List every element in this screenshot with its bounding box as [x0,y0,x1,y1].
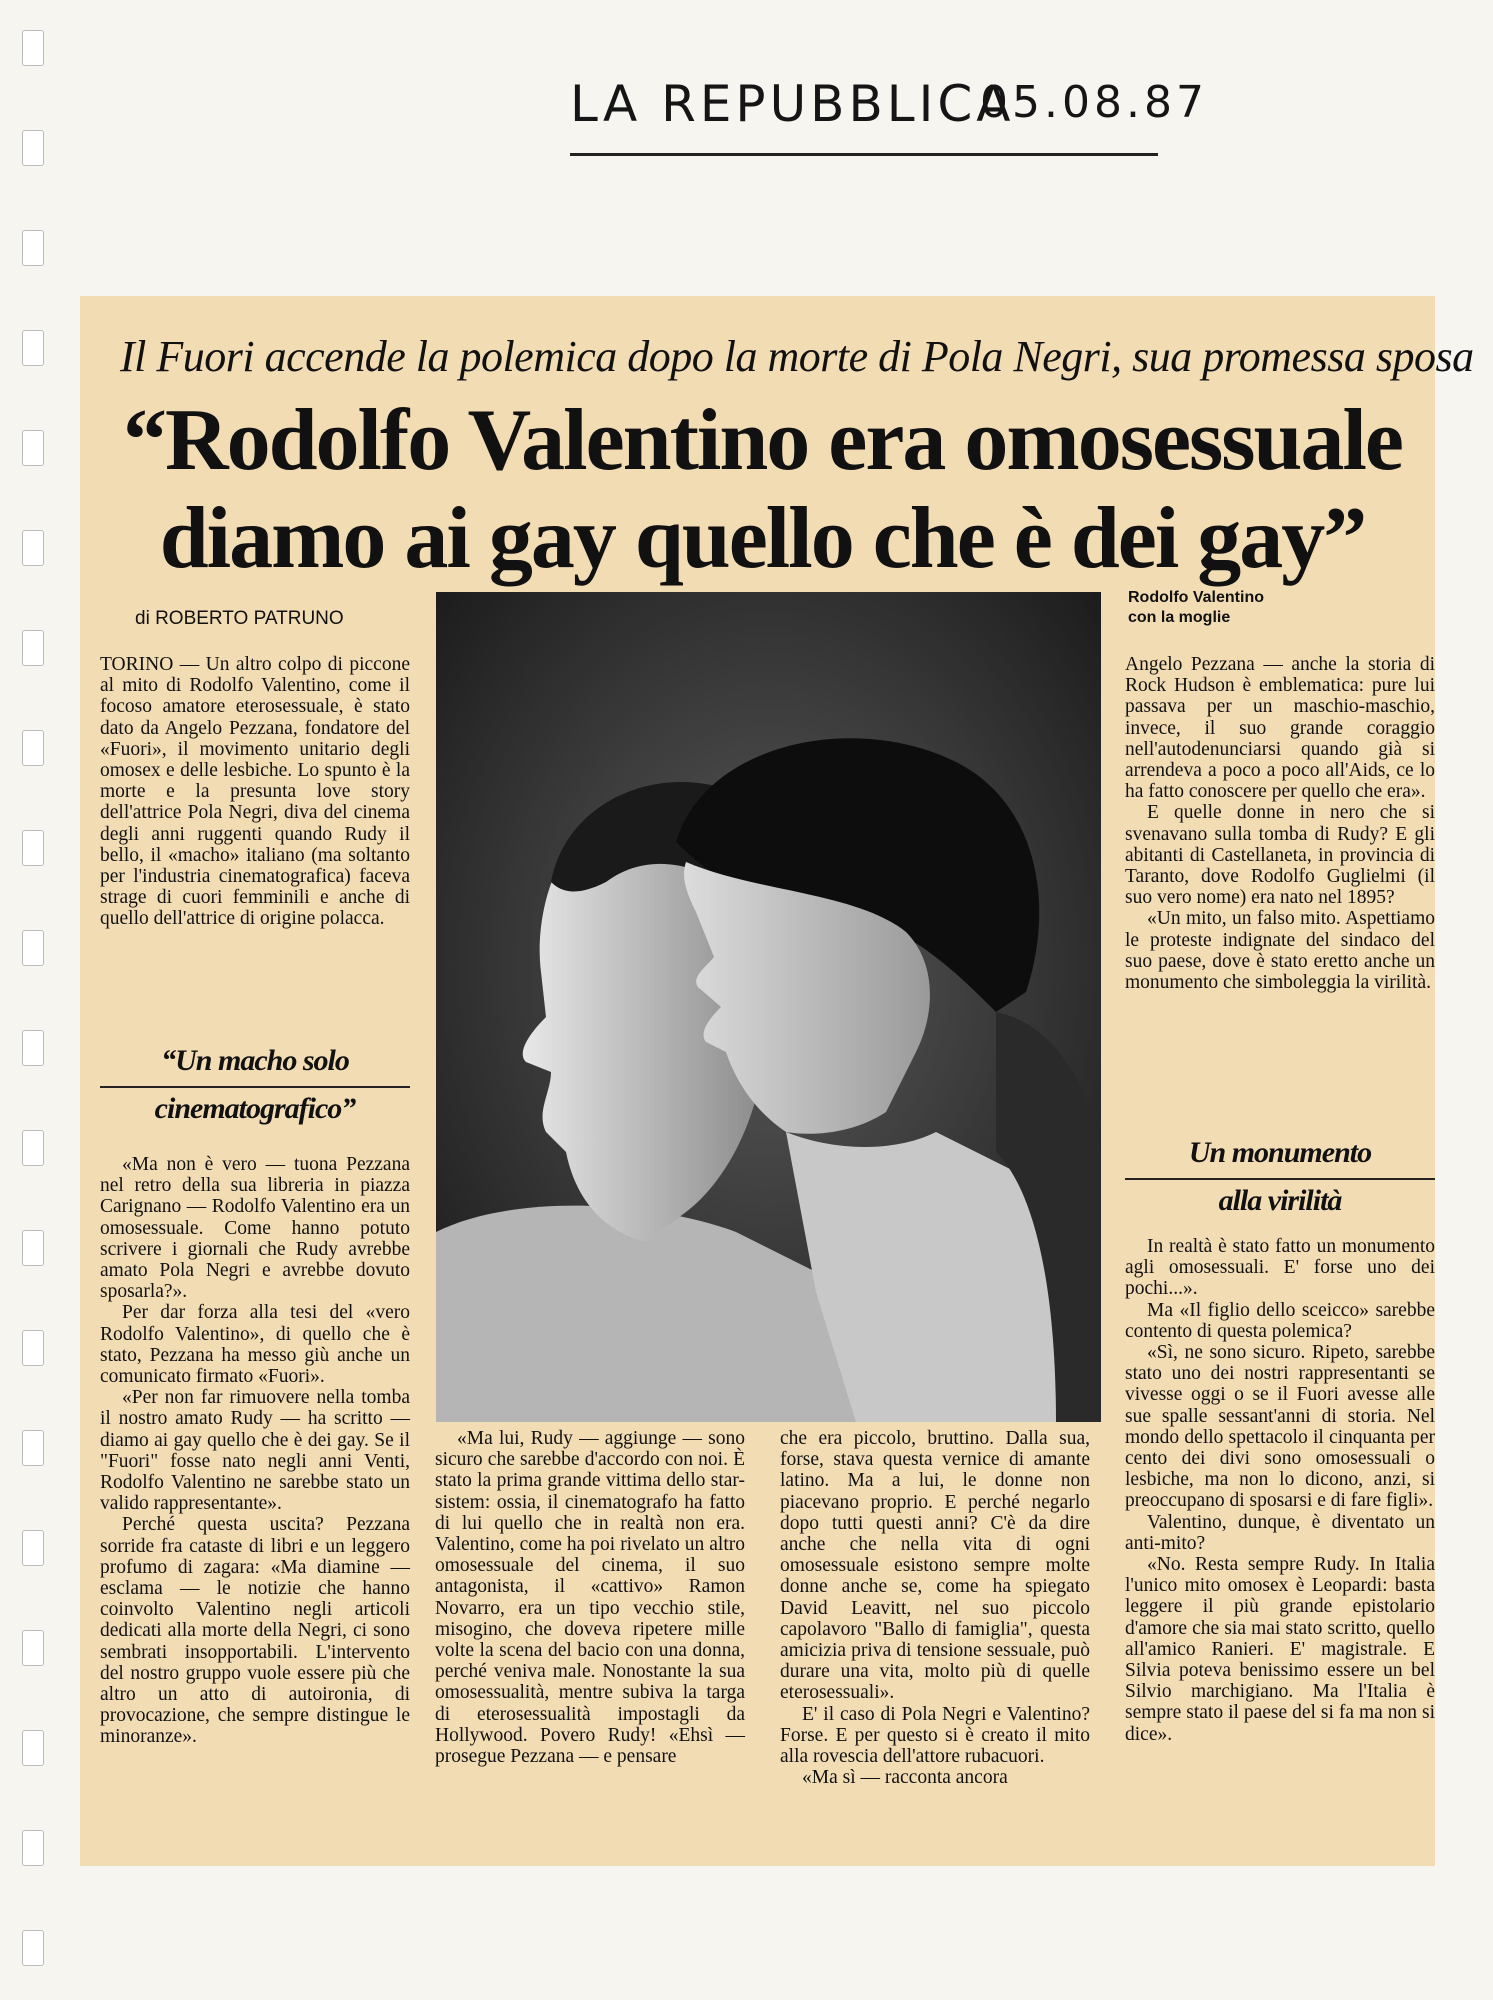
subheading-line-2: cinematografico” [100,1086,410,1126]
paragraph: E' il caso di Pola Negri e Valentino? Forse. E per questo si è creato il mito alla rovescia dell'attore rubacuori. [780,1703,1090,1768]
paragraph: Perché questa uscita? Pezzana sorride fra cataste di libri e un leggero profumo di zagara: «Ma diamine — esclama — le notizie che hanno coinvolto Valentino negli articoli dedicati alla morte della Negri, ci sono sembrati insopportabili. L'intervento del nostro gruppo vuole essere più che altro un atto di autoironia, di provocazione, che sempre distingue le minoranze». [100,1514,410,1748]
binder-hole [22,1230,44,1266]
paragraph: E quelle donne in nero che si svenavano sulla tomba di Rudy? E gli abitanti di Castellaneta, in provincia di Taranto, dove Rodolfo Guglielmi (il suo vero nome) era nato nel 1895? [1125,802,1435,909]
paragraph: TORINO — Un altro colpo di piccone al mito di Rodolfo Valentino, come il focoso amatore eterosessuale, è stato dato da Angelo Pezzana, fondatore del «Fuori», il movimento unitario degli omosex e delle lesbiche. Lo spunto è la morte e la presunta love story dell'attrice Pola Negri, diva del cinema degli anni ruggenti quando Rudy il bello, il «macho» italiano (ma soltanto per l'industria cinematografica) faceva strage di cuori femminili e anche di quello dell'attrice di origine polacca. [100,654,410,930]
column-2 [435,1428,745,1767]
subheading-line-1: “Un macho solo [161,1044,349,1077]
binder-hole [22,1430,44,1466]
paragraph: «Per non far rimuovere nella tomba il nostro amato Rudy — ha scritto — diamo ai gay quello che è dei gay. Se il "Fuori" fosse nato negli anni Venti, Rodolfo Valentino ne sarebbe stato un valido rappresentante». [100,1387,410,1515]
paragraph: Valentino, dunque, è diventato un anti-mito? [1125,1511,1435,1554]
binder-hole [22,830,44,866]
underline [570,153,1158,156]
paragraph: «Un mito, un falso mito. Aspettiamo le proteste indignate del sindaco del suo paese, dove è stato eretto anche un monumento che simboleggia la virilità. [1125,908,1435,994]
paragraph: che era piccolo, bruttino. Dalla sua, forse, stava questa vernice di amante latino. Ma a lui, le donne non piacevano proprio. E perché negarlo dopo tutti questi anni? C'è da dire anche che nella vita di ogni omosessuale esistono sempre molte donne anche se, come ha spiegato David Leavitt, nel suo piccolo capolavoro "Ballo di famiglia", questa amicizia priva di tensione sessuale, può durare una vita, molto più di quelle eterosessuali». [780,1428,1090,1704]
column-4-bottom [1125,1236,1435,1745]
binder-hole [22,430,44,466]
binder-hole [22,630,44,666]
paragraph: «No. Resta sempre Rudy. In Italia l'unico mito omosex è Leopardi: basta leggere il più grande epistolario d'amore che sia mai stato scritto, quello all'amico Ranieri. E' magistrale. E Silvia poteva benissimo essere un bel Silvio marchigiano. Ma l'Italia è sempre stato il paese del si fa ma non si dice». [1125,1554,1435,1745]
subheading-line-1: Un monumento [1188,1136,1372,1169]
binder-hole [22,230,44,266]
caption-line-2: con la moglie [1128,609,1231,626]
newspaper-clipping [80,296,1474,1866]
column-1-body [100,1154,410,1748]
byline: di ROBERTO PATRUNO [135,608,344,629]
paragraph: «Ma lui, Rudy — aggiunge — sono sicuro che sarebbe d'accordo con noi. È stato la prima grande vittima dello star-sistem: ossia, il cinematografo ha fatto di lui quello che in realtà non era. Valentino, come ha poi rivelato un altro omosessuale del cinema, il suo antagonista, il «cattivo» Ramon Novarro, era un tipo vecchio stile, misogino, che doveva ripetere mille volte la scena del bacio con una donna, perché veniva male. Nonostante la sua omosessualità, mentre subiva la targa di eterosessualità impostagli da Hollywood. Povero Rudy! «Ehsì — prosegue Pezzana — e pensare [435,1428,745,1768]
paragraph: In realtà è stato fatto un monumento agli omosessuali. E' forse uno dei pochi...». [1125,1236,1435,1300]
binder-hole [22,1030,44,1066]
binder-hole [22,1730,44,1766]
headline-line-2: diamo ai gay quello che è dei gay” [159,490,1366,587]
publication-date: 05.08.87 [980,77,1208,128]
handwritten-source-note [570,75,1208,145]
binder-hole [22,330,44,366]
column-4-top [1125,654,1435,993]
photo-caption [1128,588,1348,628]
subheading-monumento [1125,1136,1435,1218]
column-3 [780,1428,1090,1788]
headline-line-1: “Rodolfo Valentino era omosessuale [123,392,1402,489]
photo-valentino-and-wife [436,592,1101,1422]
binder-hole [22,30,44,66]
paragraph: «Sì, ne sono sicuro. Ripeto, sarebbe stato uno dei nostri rappresentanti se vivesse oggi o se il Fuori avesse alle sue spalle sessant'anni di storia. Nel mondo dello spettacolo il cinquanta per cento dei divi sono omosessuali o lesbiche, ma non lo dicono, anzi, si preoccupano di sposarsi e di fare figli». [1125,1342,1435,1512]
paragraph: «Ma sì — racconta ancora [802,1767,1008,1789]
binder-hole [22,930,44,966]
paragraph: Ma «Il figlio dello sceicco» sarebbe contento di questa polemica? [1125,1299,1435,1342]
binder-hole [22,1530,44,1566]
binder-hole [22,1830,44,1866]
subheading-macho [100,1044,410,1126]
binder-hole [22,1330,44,1366]
publication-name: LA REPUBBLICA [570,75,1015,133]
binder-hole [22,530,44,566]
caption-line-1: Rodolfo Valentino [1128,589,1264,606]
binder-hole [22,130,44,166]
column-1-intro [100,654,410,930]
kicker: Il Fuori accende la polemica dopo la morte di Pola Negri, sua promessa sposa [120,332,1474,381]
paragraph: «Ma non è vero — tuona Pezzana nel retro della sua libreria in piazza Carignano — Rodolfo Valentino era un omosessuale. Come hanno potuto scrivere i giornali che Rudy avrebbe amato Pola Negri e avrebbe dovuto sposarla?». [100,1154,410,1303]
binder-holes [22,30,46,1990]
binder-hole [22,1630,44,1666]
binder-hole [22,1130,44,1166]
paragraph: Per dar forza alla tesi del «vero Rodolfo Valentino», di quello che è stato, Pezzana ha messo giù anche un comunicato firmato «Fuori». [100,1302,410,1388]
binder-hole [22,1930,44,1966]
subheading-line-2: alla virilità [1125,1178,1435,1218]
headline [90,392,1435,588]
paragraph: Angelo Pezzana — anche la storia di Rock Hudson è emblematica: pure lui passava per un maschio-maschio, invece, il suo grande coraggio nell'autodenunciarsi quando già si arrendeva a poco a poco all'Aids, ce lo ha fatto conoscere per quello che era». [1125,654,1435,803]
portrait-illustration [436,592,1101,1422]
binder-hole [22,730,44,766]
